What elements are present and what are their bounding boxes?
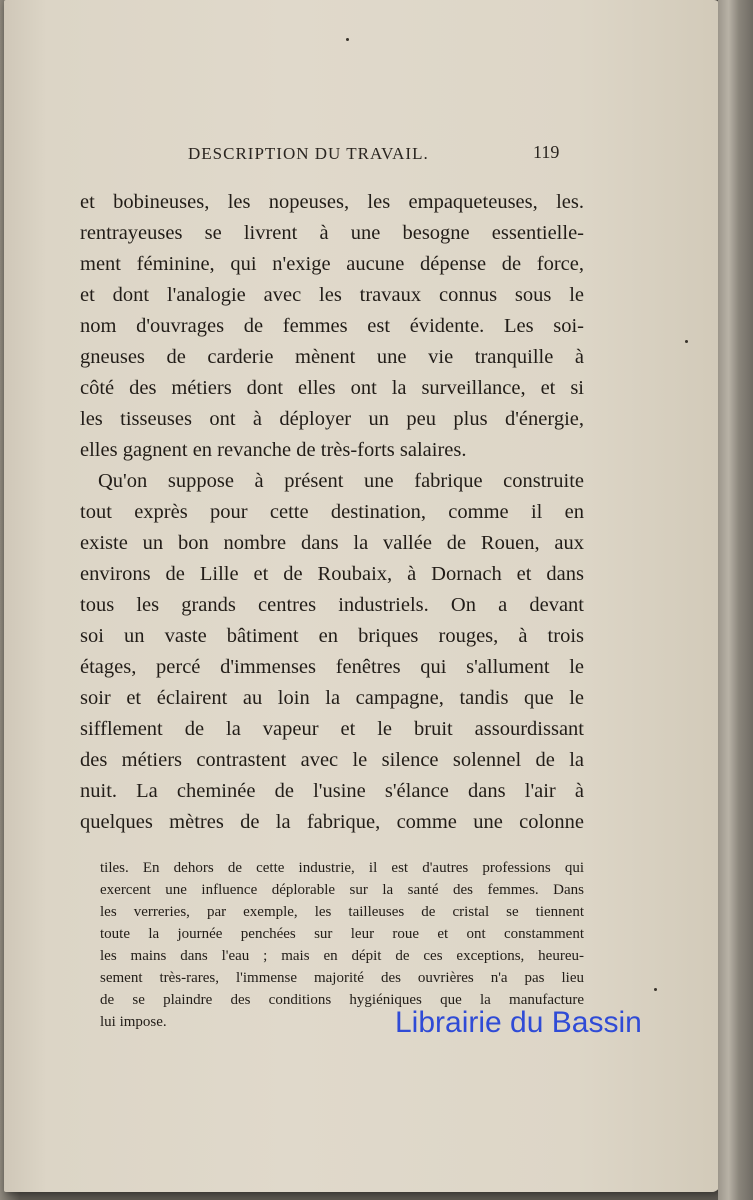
footnote-line: toute la journée penchées sur leur roue et ont constamment bbox=[100, 926, 584, 942]
ink-speck bbox=[346, 38, 349, 41]
body-line: étages, percé d'immenses fenêtres qui s'allument le bbox=[80, 656, 584, 678]
body-line: ment féminine, qui n'exige aucune dépense de force, bbox=[80, 253, 584, 275]
footnote-line: de se plaindre des conditions hygiéniques que la manufacture bbox=[100, 992, 584, 1008]
running-head: DESCRIPTION DU TRAVAIL. bbox=[188, 144, 429, 163]
ink-speck bbox=[685, 340, 688, 343]
body-line: rentrayeuses se livrent à une besogne essentielle- bbox=[80, 222, 584, 244]
body-line: côté des métiers dont elles ont la surveillance, et si bbox=[80, 377, 584, 399]
body-line: existe un bon nombre dans la vallée de Rouen, aux bbox=[80, 532, 584, 554]
footnote-line: les mains dans l'eau ; mais en dépit de ces exceptions, heureu- bbox=[100, 948, 584, 964]
watermark: Librairie du Bassin bbox=[395, 1006, 642, 1039]
footnote-line: lui impose. bbox=[100, 1014, 167, 1030]
footnote-line: exercent une influence déplorable sur la santé des femmes. Dans bbox=[100, 882, 584, 898]
body-line: soi un vaste bâtiment en briques rouges, à trois bbox=[80, 625, 584, 647]
body-line: soir et éclairent au loin la campagne, tandis que le bbox=[80, 687, 584, 709]
page-edges bbox=[718, 0, 753, 1200]
footnote-line: les verreries, par exemple, les tailleuses de cristal se tiennent bbox=[100, 904, 584, 920]
footnote-line: sement très-rares, l'immense majorité des ouvrières n'a pas lieu bbox=[100, 970, 584, 986]
body-line: et bobineuses, les nopeuses, les empaqueteuses, les. bbox=[80, 191, 584, 213]
body-line: tous les grands centres industriels. On a devant bbox=[80, 594, 584, 616]
body-line: des métiers contrastent avec le silence solennel de la bbox=[80, 749, 584, 771]
ink-speck bbox=[654, 988, 657, 991]
body-line: quelques mètres de la fabrique, comme une colonne bbox=[80, 811, 584, 833]
paragraph-first-line: Qu'on suppose à présent une fabrique construite bbox=[98, 470, 584, 492]
body-line: et dont l'analogie avec les travaux connus sous le bbox=[80, 284, 584, 306]
body-line: elles gagnent en revanche de très-forts salaires. bbox=[80, 439, 467, 461]
body-line: les tisseuses ont à déployer un peu plus d'énergie, bbox=[80, 408, 584, 430]
body-line: sifflement de la vapeur et le bruit assourdissant bbox=[80, 718, 584, 740]
body-line: tout exprès pour cette destination, comme il en bbox=[80, 501, 584, 523]
footnote-line: tiles. En dehors de cette industrie, il est d'autres professions qui bbox=[100, 860, 584, 876]
page-number: 119 bbox=[533, 142, 560, 162]
body-line: nom d'ouvrages de femmes est évidente. Les soi- bbox=[80, 315, 584, 337]
body-line: nuit. La cheminée de l'usine s'élance dans l'air à bbox=[80, 780, 584, 802]
body-line: gneuses de carderie mènent une vie tranquille à bbox=[80, 346, 584, 368]
body-line: environs de Lille et de Roubaix, à Dornach et dans bbox=[80, 563, 584, 585]
